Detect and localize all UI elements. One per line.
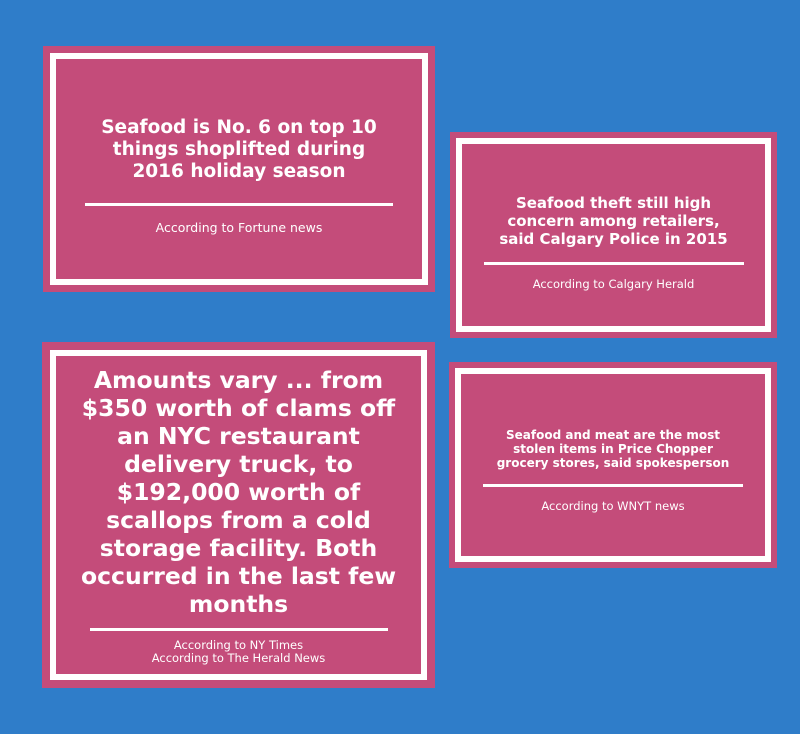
divider <box>90 628 388 631</box>
source-attribution: According to Fortune news <box>155 220 323 235</box>
source-attribution: According to WNYT news <box>541 498 685 513</box>
headline-line: an NYC restaurant <box>117 421 360 450</box>
headline-line: Seafood and meat are the most <box>506 427 720 442</box>
headline-line: storage facility. Both <box>99 533 378 562</box>
headline-line: scallops from a cold <box>106 505 371 534</box>
divider <box>85 203 393 206</box>
headline-line: occurred in the last few <box>80 561 397 590</box>
headline-line: things shoplifted during <box>112 139 366 160</box>
card-headline <box>497 428 730 470</box>
source-attribution <box>152 639 326 665</box>
source-attribution: According to Calgary Herald <box>532 276 695 291</box>
source-line: According to The Herald News <box>151 650 326 665</box>
card-frame <box>50 350 427 680</box>
card-frame <box>455 368 771 562</box>
headline-line: $192,000 worth of <box>116 477 361 506</box>
quote-card-nytimes <box>42 342 435 688</box>
headline-line: said Calgary Police in 2015 <box>499 229 728 248</box>
card-frame <box>50 53 428 285</box>
headline-line: grocery stores, said spokesperson <box>496 455 730 470</box>
divider <box>483 484 743 487</box>
headline-line: months <box>188 589 289 618</box>
headline-line: stolen items in Price Chopper <box>513 441 713 456</box>
quote-card-wnyt <box>449 362 777 568</box>
headline-line: Amounts vary ... from <box>93 365 384 394</box>
quote-card-fortune <box>43 46 435 292</box>
card-headline <box>499 194 727 248</box>
headline-line: 2016 holiday season <box>132 161 346 182</box>
divider <box>484 262 744 265</box>
card-headline <box>81 366 396 618</box>
card-headline <box>101 117 377 183</box>
headline-line: Seafood theft still high <box>515 193 712 212</box>
quote-card-calgary <box>450 132 777 338</box>
headline-line: concern among retailers, <box>507 211 720 230</box>
headline-line: $350 worth of clams off <box>81 393 396 422</box>
headline-line: Seafood is No. 6 on top 10 <box>101 117 377 138</box>
card-frame <box>456 138 771 332</box>
headline-line: delivery truck, to <box>124 449 353 478</box>
source-line: According to NY Times <box>173 637 304 652</box>
